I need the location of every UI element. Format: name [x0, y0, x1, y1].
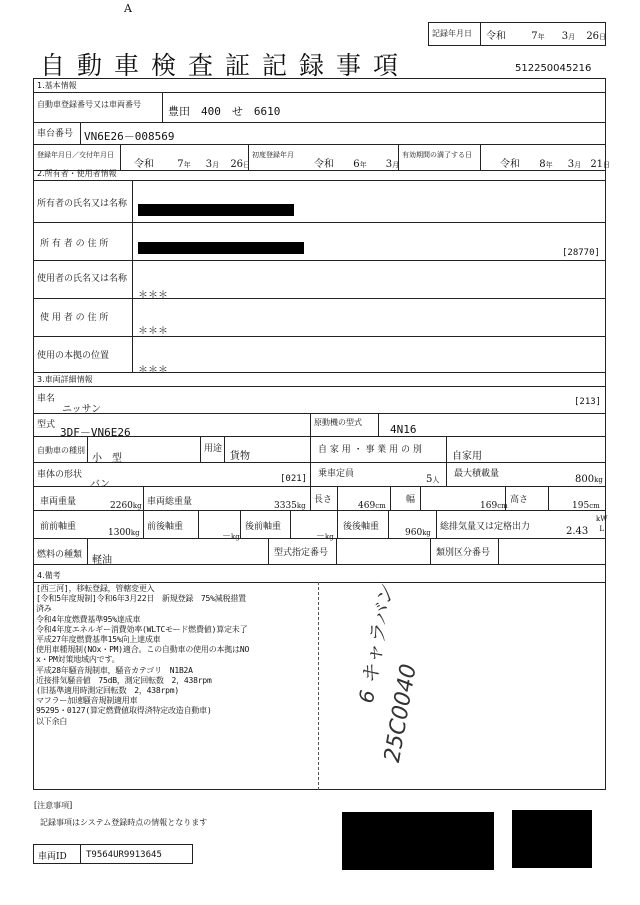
model-value: 3DF－VN6E26 [60, 426, 131, 439]
notes-text: 記録事項はシステム登録時点の情報となります [40, 818, 208, 827]
stamp-redaction-right [512, 810, 592, 868]
gross-weight-label: 車両総重量 [147, 497, 193, 507]
use-label: 用途 [204, 444, 223, 454]
section-vehicle-details: 3.車両詳細情報 [37, 375, 93, 384]
remark-line: 以下余白 [36, 716, 68, 726]
rear-rear-axle-value: 960kg [405, 528, 431, 538]
width-value: 169cm [480, 501, 508, 511]
fuel-type-value: 軽油 [92, 555, 112, 566]
handwritten-note-number: 25C0040 [380, 662, 422, 765]
owner-address-redaction [138, 242, 304, 254]
rear-front-axle-label: 後前軸重 [245, 522, 282, 532]
body-shape-label: 車体の形状 [37, 470, 83, 480]
section-basic-info: 1.基本情報 [37, 81, 77, 90]
max-load-value: 800kg [575, 474, 603, 485]
vehicle-weight-label: 車両重量 [40, 497, 77, 507]
private-business-value: 自家用 [452, 451, 482, 462]
length-label: 長さ [314, 495, 333, 505]
height-value: 195cm [572, 501, 600, 511]
record-date-value: 令和 7年 3月 26日 [486, 31, 607, 42]
handwritten-note-model: 6 キャラバン [353, 583, 399, 705]
category-number-label: 類別区分番号 [436, 548, 491, 558]
page-title: 自動車検査証記録事項 [40, 51, 411, 80]
height-label: 高さ [510, 495, 529, 505]
front-rear-axle-value: －kg [222, 532, 240, 542]
use-value: 貨物 [230, 451, 250, 462]
section-remarks: 4.備考 [37, 571, 61, 580]
remarks-list [36, 584, 318, 727]
rear-front-axle-value: －kg [316, 532, 334, 542]
vehicle-id-value: T9564UR9913645 [86, 850, 162, 860]
make-code: [213] [574, 397, 602, 407]
document-number: 512250045216 [515, 63, 592, 74]
reg-number-value: 豊田 400 せ 6610 [168, 105, 281, 118]
owner-name-redaction [138, 204, 294, 216]
reg-number-label: 自動車登録番号又は車両番号 [37, 100, 141, 109]
body-shape-value: バン [90, 479, 110, 490]
front-front-axle-value: 1300kg [108, 528, 140, 538]
reg-date-label: 登録年月日／交付年月日 [37, 151, 114, 159]
remarks-divider [318, 582, 319, 790]
base-location-label: 使用の本拠の位置 [37, 351, 110, 361]
max-load-label: 最大積載量 [454, 469, 500, 479]
vehicle-type-label: 自動車の種別 [37, 446, 85, 455]
record-date-label: 記録年月日 [432, 29, 472, 38]
remark-line: 令和4年度燃費基準95%達成車 [36, 614, 141, 624]
user-address-label: 使 用 者 の 住 所 [40, 313, 109, 323]
owner-address-code: [28770] [562, 248, 600, 258]
remark-line: マフラー加速騒音規制適用車 [36, 696, 138, 706]
base-location-value: ＊＊＊ [138, 365, 168, 376]
first-reg-label: 初度登録年月 [252, 151, 294, 159]
first-reg-value: 令和 6年 3月 [314, 159, 400, 170]
front-rear-axle-label: 前後軸重 [147, 522, 184, 532]
user-name-label: 使用者の氏名又は名称 [37, 274, 128, 284]
make-value: ニッサン [62, 404, 102, 415]
user-address-value: ＊＊＊ [138, 326, 168, 337]
make-label: 車名 [37, 394, 56, 404]
notes-label: [注意事項] [34, 801, 73, 810]
remark-line: [令和5年度規制]令和6年3月22日 新規登録 75%減税措置 [36, 594, 246, 604]
reg-date-value: 令和 7年 3月 26日 [134, 159, 251, 170]
stamp-redaction-left [342, 812, 494, 870]
displacement-value: 2.43 [566, 526, 589, 537]
remark-line: 済み [36, 604, 52, 614]
chassis-number-label: 車台番号 [37, 129, 74, 139]
expiry-value: 令和 8年 3月 21日 [500, 159, 611, 170]
length-value: 469cm [358, 501, 386, 511]
displacement-unit: kW L [596, 515, 608, 533]
user-name-value: ＊＊＊ [138, 290, 168, 301]
engine-model-label: 原動機の型式 [314, 418, 362, 427]
model-label: 型式 [37, 420, 56, 430]
remark-line: x・PM対策地域内です。 [36, 655, 120, 665]
gross-weight-value: 3335kg [274, 501, 306, 511]
capacity-value: 5人 [426, 474, 440, 485]
front-front-axle-label: 前前軸重 [40, 522, 77, 532]
type-designation-label: 型式指定番号 [274, 548, 329, 558]
body-shape-code: [021] [280, 474, 308, 484]
remark-line: [西三河]，移転登録，管轄変更入 [36, 584, 155, 593]
chassis-number-value: VN6E26－008569 [84, 130, 175, 143]
remark-line: 令和4年度エネルギー消費効率(WLTCモード燃費値)算定未了 [36, 624, 248, 634]
owner-name-label: 所有者の氏名又は名称 [37, 199, 128, 209]
vehicle-weight-value: 2260kg [110, 501, 142, 511]
corner-marker: A [124, 2, 132, 15]
remark-line: 近接排気騒音値 75dB，測定回転数 2，438rpm [36, 675, 212, 685]
remark-line: 使用車種規制(NOx・PM)適合。この自動車の使用の本拠はNO [36, 645, 250, 655]
vehicle-id-label: 車両ID [38, 852, 67, 862]
fuel-type-label: 燃料の種類 [37, 550, 83, 560]
remark-line: 平成28年騒音規制車，騒音カテゴリ N1B2A [36, 665, 193, 675]
vehicle-type-value: 小 型 [92, 453, 122, 464]
remark-line: 平成27年度燃費基準15%向上達成車 [36, 635, 161, 645]
remark-line: (旧基準適用時測定回転数 2，438rpm) [36, 686, 179, 696]
capacity-label: 乗車定員 [318, 469, 355, 479]
expiry-label: 有効期間の満了する日 [402, 151, 472, 159]
rear-rear-axle-label: 後後軸重 [343, 522, 380, 532]
section-owner-info: 2.所有者・使用者情報 [37, 169, 117, 178]
remark-line: 95295・0127(算定燃費値取得済特定改造自動車) [36, 706, 212, 716]
private-business-label: 自 家 用 ・ 事 業 用 の 別 [318, 445, 422, 455]
displacement-label: 総排気量又は定格出力 [440, 522, 531, 532]
engine-model-value: 4N16 [390, 423, 417, 436]
width-label: 幅 [406, 495, 416, 505]
owner-address-label: 所 有 者 の 住 所 [40, 239, 109, 249]
